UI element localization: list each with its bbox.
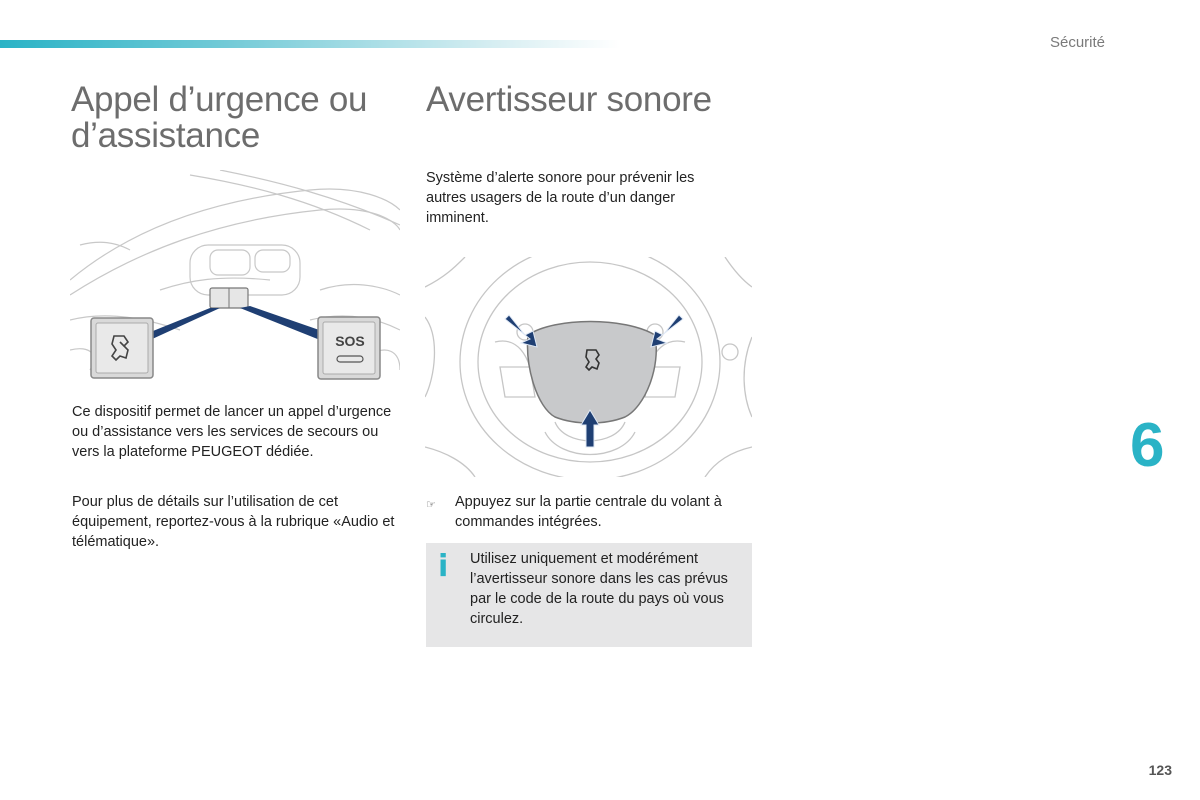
horn-pad: [528, 322, 657, 424]
info-box: [426, 543, 752, 647]
emergency-buttons-illustration: [70, 170, 400, 385]
info-text: Utilisez uniquement et modérément l’avertisseur sonore dans les cas prévus par le code de la route du pays où vous circulez.: [470, 551, 728, 627]
steering-wheel-drawing: [425, 257, 752, 477]
page-number: 123: [1148, 762, 1172, 778]
arrow-upper-right: [651, 315, 683, 347]
console-drawing: [70, 170, 400, 385]
horn-instruction-text: Appuyez sur la partie centrale du volant à commandes intégrées.: [455, 494, 722, 530]
steering-wheel-illustration: [425, 257, 752, 477]
pointing-hand-icon: ☞: [426, 499, 436, 511]
emergency-description: Ce dispositif permet de lancer un appel d’urgence ou d’assistance vers les services de secours ou vers la plateforme PEUGEOT dédiée.: [72, 404, 392, 460]
section-label: Sécurité: [1049, 34, 1105, 51]
horn-instruction: [426, 492, 756, 532]
chapter-number: 6: [1130, 411, 1165, 480]
info-icon: i: [438, 549, 449, 584]
header-accent-bar: [0, 40, 620, 48]
emergency-reference: Pour plus de détails sur l’utilisation de cet équipement, reportez-vous à la rubrique «Audio et télématique».: [72, 494, 395, 550]
sos-label: SOS: [335, 333, 365, 349]
title-horn: Avertisseur sonore: [426, 80, 712, 119]
arrow-to-sos: [240, 306, 325, 340]
horn-intro: Système d’alerte sonore pour prévenir les autres usagers de la route d’un danger imminent.: [426, 170, 695, 226]
title-emergency-call: Appel d’urgence ou d’assistance: [71, 80, 368, 155]
